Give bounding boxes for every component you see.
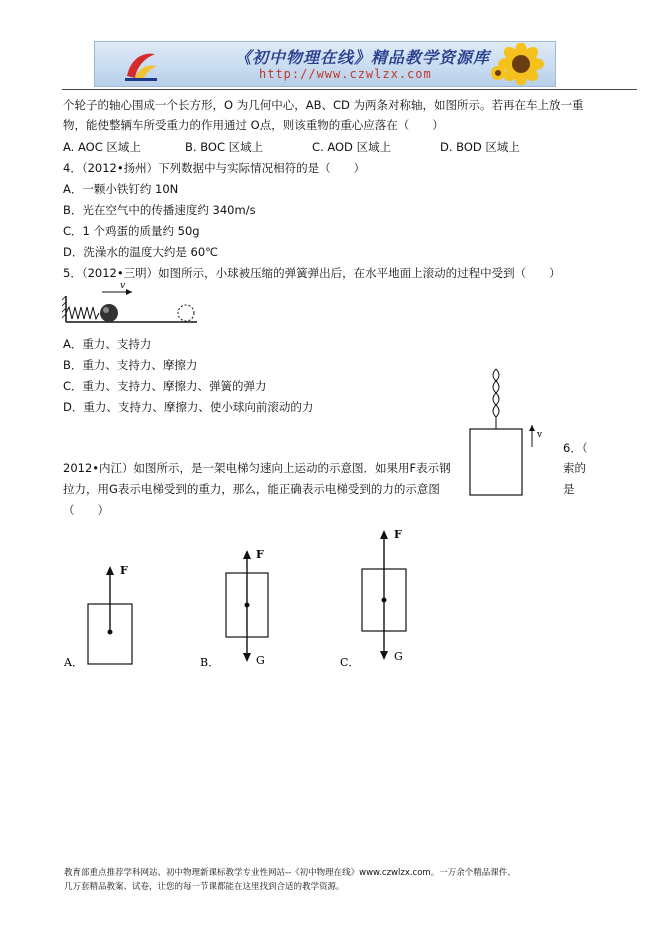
q6-text-line3: （ ） xyxy=(63,503,109,517)
q4-option-b: B．光在空气中的传播速度约 340m/s xyxy=(63,203,256,217)
q4-option-a: A．一颗小铁钉约 10N xyxy=(63,182,179,196)
q6-option-a-diagram xyxy=(60,548,160,672)
q3-option-d: D. BOD 区域上 xyxy=(440,140,520,154)
option-a-letter: A． xyxy=(64,656,83,669)
site-logo-icon xyxy=(121,48,161,82)
q3-option-c: C. AOD 区域上 xyxy=(312,140,392,154)
q3-option-a: A. AOC 区域上 xyxy=(63,140,141,154)
header-banner xyxy=(94,41,556,87)
spring-ball-figure xyxy=(62,278,202,328)
force-g-label-b: G xyxy=(256,654,265,667)
q5-option-a: A．重力、支持力 xyxy=(63,337,152,351)
site-url[interactable]: http://www.czwlzx.com xyxy=(259,67,432,81)
q5-option-d: D．重力、支持力、摩擦力、使小球向前滚动的力 xyxy=(63,400,314,414)
q5-option-b: B．重力、支持力、摩擦力 xyxy=(63,358,198,372)
q6-text-suffix2: 是 xyxy=(563,482,575,496)
q3-option-b: B. BOC 区域上 xyxy=(185,140,264,154)
q6-text-line2: 拉力，用G表示电梯受到的重力，那么，能正确表示电梯受到的力的示意图 xyxy=(63,482,440,496)
q3-text-line1: 个轮子的轴心围成一个长方形，O 为几何中心，AB、CD 为两条对称轴，如图所示。若再在车上放一重 xyxy=(63,98,584,112)
force-f-label-c: F xyxy=(394,528,402,541)
q6-option-b-diagram xyxy=(196,544,296,672)
elevator-v-label: v xyxy=(537,430,543,440)
option-c-letter: C． xyxy=(340,656,360,669)
force-g-label-c: G xyxy=(394,650,403,663)
velocity-label: v xyxy=(120,281,126,291)
sunflower-icon xyxy=(490,43,552,85)
q6-text-suffix1: 索的 xyxy=(563,461,586,475)
q6-number: 6．（ xyxy=(563,441,588,455)
q4-stem: 4．（2012•扬州）下列数据中与实际情况相符的是（ ） xyxy=(63,161,366,175)
q6-option-c-diagram xyxy=(336,528,436,672)
footer-line1: 教育部重点推荐学科网站、初中物理新课标教学专业性网站--《初中物理在线》www.czwlzx.com。一万余个精品课件、 xyxy=(64,868,516,878)
site-title: 《初中物理在线》精品教学资源库 xyxy=(235,48,491,67)
page-footer xyxy=(64,866,634,894)
elevator-figure xyxy=(464,365,554,499)
q3-text-line2: 物，能使整辆车所受重力的作用通过 O点，则该重物的重心应落在（ ） xyxy=(63,118,444,132)
footer-line2: 几万套精品教案、试卷，让您的每一节课都能在这里找到合适的教学资源。 xyxy=(64,882,345,892)
force-f-label-a: F xyxy=(120,564,128,577)
force-f-label-b: F xyxy=(256,548,264,561)
option-b-letter: B． xyxy=(200,656,220,669)
header-rule xyxy=(62,89,637,90)
q5-stem: 5．（2012•三明）如图所示，小球被压缩的弹簧弹出后，在水平地面上滚动的过程中受到（ ） xyxy=(63,266,561,280)
q4-option-d: D．洗澡水的温度大约是 60℃ xyxy=(63,245,219,259)
q5-option-c: C．重力、支持力、摩擦力、弹簧的弹力 xyxy=(63,379,267,393)
q4-option-c: C．1 个鸡蛋的质量约 50g xyxy=(63,224,200,238)
q6-text-line1: 2012•内江）如图所示，是一架电梯匀速向上运动的示意图．如果用F表示钢 xyxy=(63,461,451,475)
